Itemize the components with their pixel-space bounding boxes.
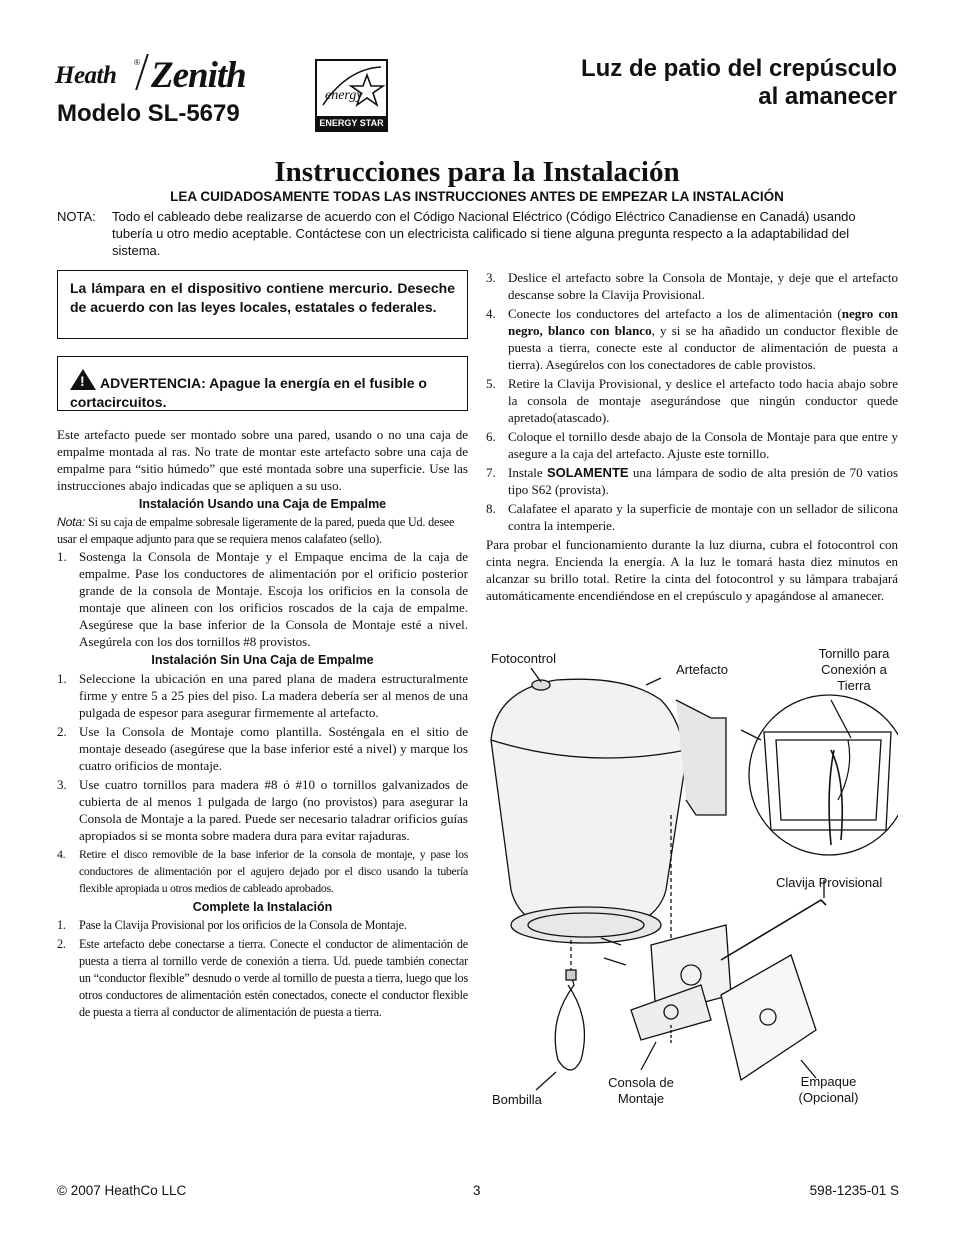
list-item: 1. Seleccione la ubicación en una pared plana de madera estructuralmente firme y entre 5 a 25 pies del piso. La madera debería ser al menos de una pulgada de espesor para asegurar firmemente al artefacto. <box>57 671 468 720</box>
provisional-pin-icon <box>721 900 826 960</box>
nota-label: NOTA: <box>57 209 96 224</box>
label-artefacto: Artefacto <box>676 662 729 677</box>
list-item: 2. Este artefacto debe conectarse a tierra. Conecte el conductor de alimentación de puesta a tierra al tornillo verde de conexión a tierra. Ud. puede también conectar un “conductor flexible” desnudo o verde al tornillo de puesta a tierra, luego que los otros conductores de alimentación estén conectados, conecte el conductor flexible de puesta a tierra al conductor de alimentación de puesta a tierra. <box>57 937 468 1019</box>
registered-mark: ® <box>134 58 140 67</box>
page-title: Instrucciones para la Instalación <box>274 156 680 188</box>
brand-logo <box>55 54 280 96</box>
left-column <box>57 426 468 1023</box>
sec2-list <box>57 670 468 897</box>
energy-star-icon <box>317 61 386 116</box>
mercury-notice: La lámpara en el dispositivo contiene mercurio. Deseche de acuerdo con las leyes locales, estatales o federales. <box>57 270 468 339</box>
list-item: 1. Sostenga la Consola de Montaje y el Empaque encima de la caja de empalme. Pase los conductores de alimentación por el orificio posterior grande de la consola de Montaje. Escoja los orificios en la consola de montaje que alineen con los orificios roscados de la caja de empalme. Asegúrese que la base inferior de la Consola de Montaje esté a nivel. Asegúrela con los dos tornillos #8 provistos. <box>57 549 468 649</box>
model-number: Modelo SL-5679 <box>57 100 240 127</box>
energy-star-label: ENERGY STAR <box>317 116 386 130</box>
list-item: 5. Retire la Clavija Provisional, y deslice el artefacto todo hacia abajo sobre la consola de montaje asegurándose que ningún conductor quede apretado(atascado). <box>486 376 898 425</box>
product-title-line1: Luz de patio del crepúsculo <box>580 55 897 82</box>
fixture-shell <box>491 679 686 935</box>
page-number: 3 <box>473 1183 481 1198</box>
list-item: 2. Use la Consola de Montaje como plantilla. Sosténgala en el sitio de montaje deseado (asegúrese que la base inferior esté a nivel) y marque los cuatro orificios de montaje. <box>57 724 468 773</box>
test-paragraph: Para probar el funcionamiento durante la luz diurna, cubra el fotocontrol con cinta negra. Encienda la energía. A la luz le tomará hasta diez minutos en alcanzar su brillo total. Retire la cinta del fotocontrol y su lámpara trabajará automáticamente encendiéndose en el crepúsculo y apagándose al amanecer. <box>486 537 898 603</box>
label-fotocontrol: Fotocontrol <box>491 651 557 666</box>
list-item: 3. Use cuatro tornillos para madera #8 ó #10 o tornillos galvanizados de cubierta de al menos 1 pulgada de largo (no provistos) para asegurar la Consola de Montaje a la pared. Puede ser necesario taladrar orificios guías apropiados si se monta sobre madera dura para evitar rajaduras. <box>57 777 468 843</box>
warning-icon: ! <box>70 369 96 390</box>
install-steps-list <box>486 269 898 534</box>
energy-script: energy <box>325 88 363 103</box>
nota-text: Todo el cableado debe realizarse de acuerdo con el Código Nacional Eléctrico (Código Eléctrico Canadiense en Canadá) usando tubería u otro medio aceptable. Contáctese con un electricista calificado si tiene alguna pregunta respecto a la adaptabilidad del sistema. <box>112 209 856 258</box>
label-consola: Consola de Montaje <box>608 1075 674 1106</box>
list-item: 6. Coloque el tornillo desde abajo de la Consola de Montaje para que entre y asegure a la caja del artefacto. Ajuste este tornillo. <box>486 429 898 461</box>
list-item: 7. Instale SOLAMENTE una lámpara de sodio de alta presión de 70 vatios tipo S62 (provista). <box>486 465 899 497</box>
list-item: 4. Conecte los conductores del artefacto a los de alimentación (negro con negro, blanco con blanco, y si se ha añadido un conductor flexible de puesta a tierra, conecte este al conductor de alimentación de puesta a tierra). Asegúrelos con los conectadores de cable provistos. <box>486 306 898 372</box>
document-code: 598-1235-01 S <box>809 1183 899 1198</box>
label-clavija: Clavija Provisional <box>776 875 883 890</box>
wiring-note <box>57 208 899 259</box>
section-title-complete: Complete la Instalación <box>192 900 333 914</box>
section-note: Nota: Si su caja de empalme sobresale ligeramente de la pared, pueda que Ud. desee usar el empaque adjunto para que se requiera menos calafateo (sello). <box>57 515 455 546</box>
section-title-with-box: Instalación Usando una Caja de Empalme <box>138 497 387 511</box>
copyright: © 2007 HeathCo LLC <box>57 1183 187 1198</box>
fixture-arm <box>676 700 726 815</box>
label-empaque: Empaque (Opcional) <box>798 1074 859 1105</box>
intro-paragraph: Este artefacto puede ser montado sobre una pared, usando o no una caja de empalme montada al ras. No trate de montar este artefacto sobre una caja de empalme para “sitio húmedo” que esté montada sobre una superficie. Use las instrucciones abajo indicadas que se apliquen a su uso. <box>57 427 468 493</box>
warning-text: ADVERTENCIA: Apague la energía en el fusible o cortacircuitos. <box>70 375 427 410</box>
ground-screw-inset <box>749 695 898 855</box>
bulb-icon <box>555 975 584 1070</box>
product-title-line2: al amanecer <box>758 83 897 110</box>
read-instructions-subhead: LEA CUIDADOSAMENTE TODAS LAS INSTRUCCIONES ANTES DE EMPEZAR LA INSTALACIÓN <box>170 189 784 204</box>
sec1-list <box>57 548 468 650</box>
label-tornillo: Tornillo para Conexión a Tierra <box>818 646 890 693</box>
energy-star-logo <box>315 59 388 132</box>
list-item: 4. Retire el disco removible de la base inferior de la consola de montaje, y pase los conductores de alimentación por el agujero dejado por el disco usando la tubería flexible apropiada u otros medios de cableado aprobados. <box>57 847 468 895</box>
sec3-list <box>57 917 468 1021</box>
label-bombilla: Bombilla <box>492 1092 542 1107</box>
right-column <box>486 269 898 604</box>
product-title <box>537 55 897 111</box>
installation-diagram <box>486 640 898 1120</box>
brand-zenith: Zenith <box>151 55 246 96</box>
list-item: 3. Deslice el artefacto sobre la Consola de Montaje, y deje que el artefacto descanse sobre la Clavija Provisional. <box>486 270 898 302</box>
list-item: 8. Calafatee el aparato y la superficie de montaje con un sellador de silicona contra la intemperie. <box>486 501 898 533</box>
list-item: 1. Pase la Clavija Provisional por los orificios de la Consola de Montaje. <box>57 918 407 932</box>
section-title-without-box: Instalación Sin Una Caja de Empalme <box>151 653 374 667</box>
brand-heath: Heath <box>55 62 117 89</box>
warning-box <box>57 356 468 411</box>
